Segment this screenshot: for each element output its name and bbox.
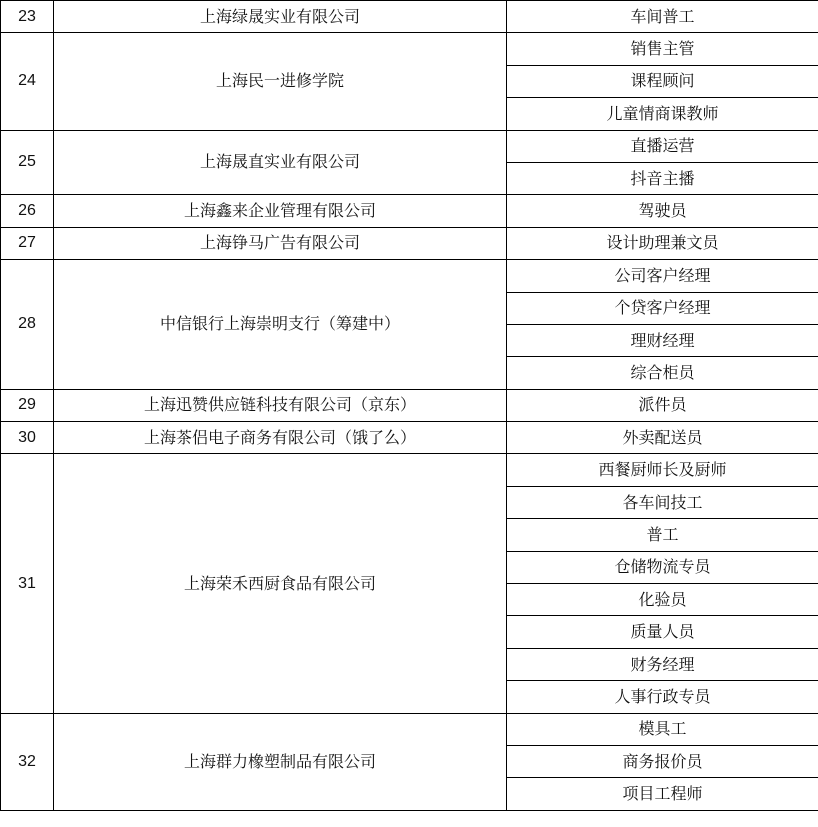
table-row [1,1,818,33]
row-index: 24 [1,33,54,130]
row-index: 29 [1,389,54,421]
position: 车间普工 [507,1,818,33]
company-name: 上海铮马广告有限公司 [54,227,507,259]
table-row [1,130,818,162]
company-name: 上海迅赞供应链科技有限公司（京东） [54,389,507,421]
table-row [1,33,818,65]
position: 抖音主播 [507,162,818,194]
position: 各车间技工 [507,486,818,518]
company-name: 上海晟直实业有限公司 [54,130,507,195]
position: 设计助理兼文员 [507,227,818,259]
table-row [1,260,818,292]
position: 课程顾问 [507,65,818,97]
job-table-body [1,1,818,811]
position: 质量人员 [507,616,818,648]
company-name: 上海茶侣电子商务有限公司（饿了么） [54,422,507,454]
company-name: 中信银行上海崇明支行（筹建中） [54,260,507,390]
position: 综合柜员 [507,357,818,389]
row-index: 23 [1,1,54,33]
position: 驾驶员 [507,195,818,227]
row-index: 30 [1,422,54,454]
table-row [1,713,818,745]
table-row [1,227,818,259]
position: 财务经理 [507,648,818,680]
table-row [1,389,818,421]
position: 模具工 [507,713,818,745]
position: 西餐厨师长及厨师 [507,454,818,486]
position: 商务报价员 [507,745,818,777]
position: 直播运营 [507,130,818,162]
position: 派件员 [507,389,818,421]
row-index: 27 [1,227,54,259]
position: 项目工程师 [507,778,818,810]
position: 人事行政专员 [507,681,818,713]
company-name: 上海绿晟实业有限公司 [54,1,507,33]
position: 理财经理 [507,324,818,356]
company-name: 上海群力橡塑制品有限公司 [54,713,507,810]
row-index: 26 [1,195,54,227]
position: 化验员 [507,584,818,616]
row-index: 25 [1,130,54,195]
position: 销售主管 [507,33,818,65]
company-name: 上海荣禾西厨食品有限公司 [54,454,507,713]
table-row [1,422,818,454]
row-index: 28 [1,260,54,390]
company-name: 上海民一进修学院 [54,33,507,130]
position: 普工 [507,519,818,551]
row-index: 32 [1,713,54,810]
row-index: 31 [1,454,54,713]
position: 外卖配送员 [507,422,818,454]
table-row [1,195,818,227]
position: 儿童情商课教师 [507,98,818,130]
position: 公司客户经理 [507,260,818,292]
company-name: 上海鑫来企业管理有限公司 [54,195,507,227]
position: 仓储物流专员 [507,551,818,583]
position: 个贷客户经理 [507,292,818,324]
table-row [1,454,818,486]
